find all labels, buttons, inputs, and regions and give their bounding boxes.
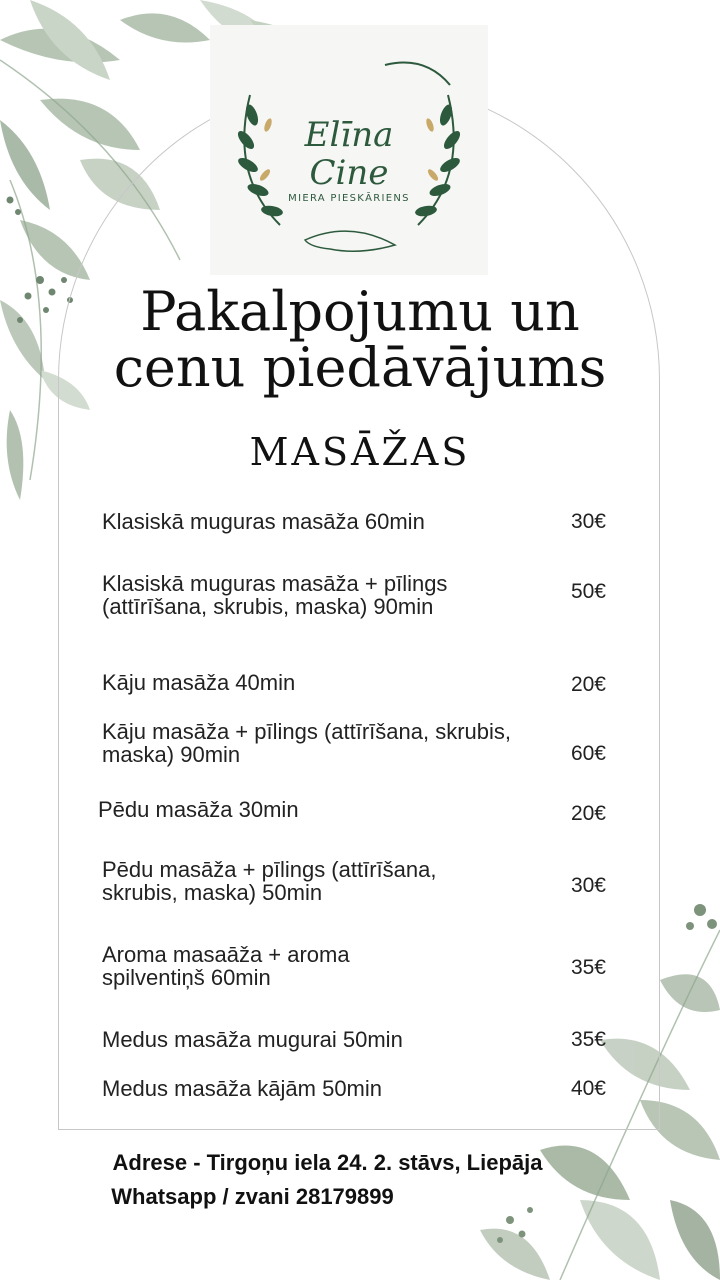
service-name: Medus masāža mugurai 50min bbox=[102, 1027, 403, 1052]
page-title-line2: cenu piedāvājums bbox=[113, 336, 607, 399]
service-name: Pēdu masāža 30min bbox=[98, 797, 299, 822]
service-name: Medus masāža kājām 50min bbox=[102, 1076, 383, 1101]
footer-address: Adrese - Tirgoņu iela 24. 2. stāvs, Liepāja bbox=[112, 1150, 543, 1175]
service-price: 50€ bbox=[570, 580, 606, 603]
service-price: 20€ bbox=[570, 802, 606, 825]
logo-name-line2: Cine bbox=[309, 153, 389, 193]
logo-name-line1: Elīna bbox=[304, 115, 394, 155]
service-name: Kāju masāža + pīlings (attīrīšana, skrubis, maska) 90min bbox=[102, 719, 512, 767]
page-title-line1: Pakalpojumu un bbox=[140, 280, 580, 343]
service-price: 30€ bbox=[570, 510, 606, 533]
service-name: Klasiskā muguras masāža + pīlings (attīrīšana, skrubis, maska) 90min bbox=[102, 571, 448, 619]
footer-phone: Whatsapp / zvani 28179899 bbox=[111, 1184, 394, 1209]
service-name: Klasiskā muguras masāža 60min bbox=[102, 509, 425, 534]
service-name: Pēdu masāža + pīlings (attīrīšana, skrubis, maska) 50min bbox=[102, 857, 437, 905]
service-price: 35€ bbox=[570, 1028, 606, 1051]
service-price: 40€ bbox=[570, 1077, 606, 1100]
section-title: MASĀŽAS bbox=[249, 430, 471, 474]
logo-tagline: MIERA PIESKĀRIENS bbox=[288, 193, 410, 204]
service-name: Kāju masāža 40min bbox=[102, 670, 296, 695]
logo bbox=[210, 25, 488, 275]
service-name: Aroma masaāža + aroma spilventiņš 60min bbox=[102, 942, 350, 990]
service-price: 35€ bbox=[570, 956, 606, 979]
service-price: 60€ bbox=[570, 742, 606, 765]
service-price: 20€ bbox=[570, 673, 606, 696]
service-price: 30€ bbox=[570, 874, 606, 897]
